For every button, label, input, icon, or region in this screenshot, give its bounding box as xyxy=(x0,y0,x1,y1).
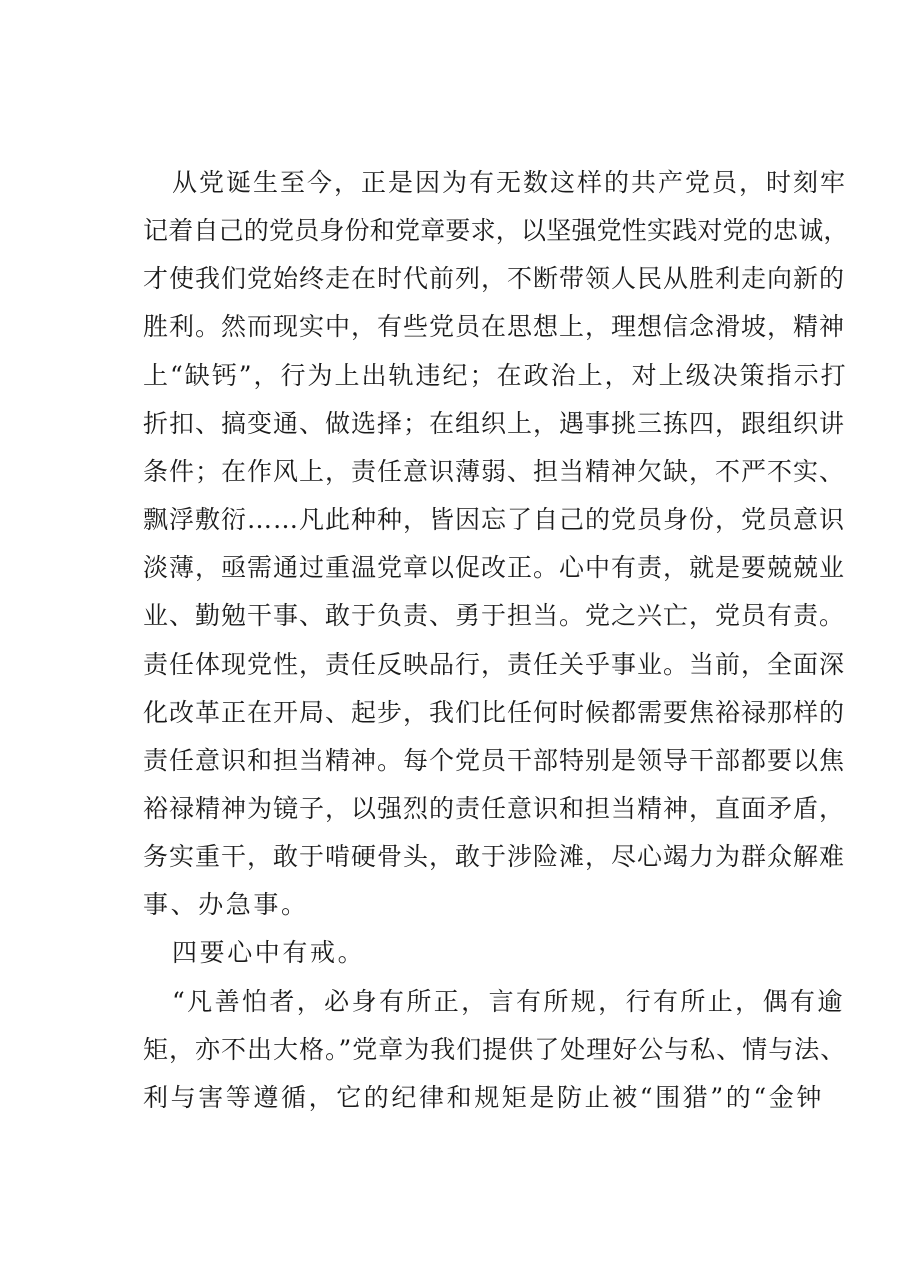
paragraph-line: 利与害等遵循，它的纪律和规矩是防止被“围猎”的“金钟 xyxy=(143,1083,824,1112)
paragraph-line: 矩，亦不出大格。”党章为我们提供了处理好公与私、情与法、 xyxy=(143,1035,847,1064)
paragraph-line: 飘浮敷衍……凡此种种，皆因忘了自己的党员身份，党员意识 xyxy=(143,505,846,534)
paragraph-line: 事、办急事。 xyxy=(143,890,309,919)
paragraph-line: 责任体现党性，责任反映品行，责任关乎事业。当前，全面深 xyxy=(143,650,846,679)
paragraph-line: 才使我们党始终走在时代前列，不断带领人民从胜利走向新的 xyxy=(143,264,846,293)
paragraph-line: 业、勤勉干事、敢于负责、勇于担当。党之兴亡，党员有责。 xyxy=(143,601,846,630)
paragraph-line: 胜利。然而现实中，有些党员在思想上，理想信念滑坡，精神 xyxy=(143,312,846,341)
paragraph-line: 裕禄精神为镜子，以强烈的责任意识和担当精神，直面矛盾， xyxy=(143,794,846,823)
section-heading: 四要心中有戒。 xyxy=(172,938,366,967)
paragraph-line: 从党诞生至今，正是因为有无数这样的共产党员，时刻牢 xyxy=(172,168,848,197)
paragraph-line: 务实重干，敢于啃硬骨头，敢于涉险滩，尽心竭力为群众解难 xyxy=(143,842,846,871)
paragraph-line: 条件；在作风上，责任意识薄弱、担当精神欠缺，不严不实、 xyxy=(143,457,846,486)
paragraph-line: 淡薄，亟需通过重温党章以促改正。心中有责，就是要兢兢业 xyxy=(143,553,846,582)
paragraph-line: “凡善怕者，必身有所正，言有所规，行有所止，偶有逾 xyxy=(172,987,845,1016)
paragraph-line: 上“缺钙”，行为上出轨违纪；在政治上，对上级决策指示打 xyxy=(143,361,848,390)
paragraph-line: 记着自己的党员身份和党章要求，以坚强党性实践对党的忠诚， xyxy=(143,216,849,245)
paragraph-line: 折扣、搞变通、做选择；在组织上，遇事挑三拣四，跟组织讲 xyxy=(143,409,846,438)
paragraph-line: 责任意识和担当精神。每个党员干部特别是领导干部都要以焦 xyxy=(143,746,846,775)
paragraph-line: 化改革正在开局、起步，我们比任何时候都需要焦裕禄那样的 xyxy=(143,698,846,727)
